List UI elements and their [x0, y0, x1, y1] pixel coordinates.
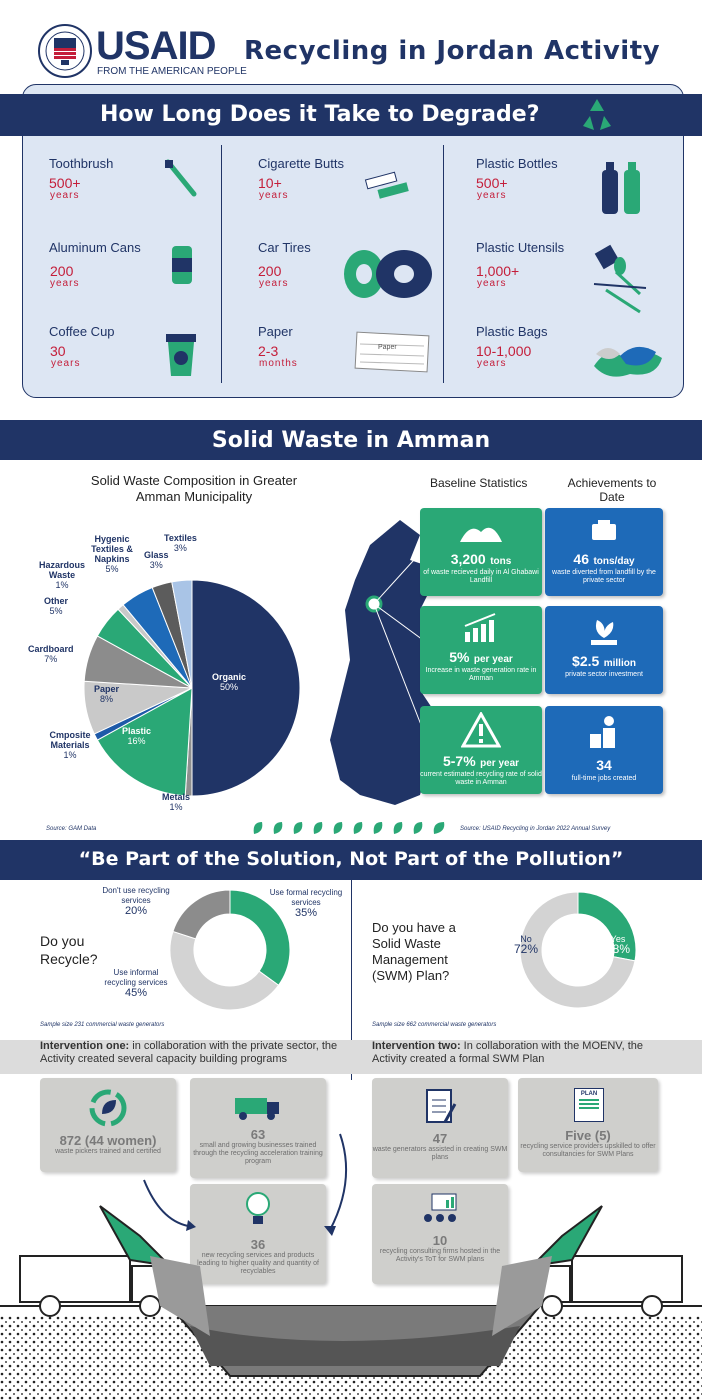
pie-label-organic — [212, 672, 246, 692]
cigarette-butts-icon — [362, 168, 414, 202]
swm-card-2 — [518, 1078, 658, 1172]
item-value: 10+ — [258, 175, 282, 191]
card-text: waste diverted from landfill by the private sector — [552, 569, 656, 584]
card-value: 63 — [250, 1127, 266, 1142]
item-unit: years — [477, 190, 507, 201]
plan-icon — [574, 1088, 604, 1122]
source-right: Source: USAID Recycling in Jordan 2022 Annual Survey — [460, 826, 611, 832]
intervention-one-text: in collaboration with the private sector, the Activity created several capacity building programs — [40, 1040, 338, 1065]
donut-label-value: 45% — [124, 987, 148, 999]
pie-label-name: Plastic — [122, 726, 152, 736]
item-unit: years — [477, 358, 507, 369]
pie-label-name: Cmposite Materials — [49, 730, 91, 750]
plastic-utensils-icon — [590, 242, 650, 314]
plastic-bottles-icon — [596, 158, 644, 216]
slice-don-t-use-recycling-services — [173, 890, 230, 939]
item-value: 10-1,000 — [476, 343, 532, 359]
item-value: 200 — [258, 263, 282, 279]
sample-note-2: Sample size 662 commercial waste generators — [372, 1022, 497, 1028]
car-tires-icon — [342, 248, 434, 300]
item-unit: years — [477, 278, 507, 289]
warning-icon — [461, 712, 501, 748]
item-unit: years — [259, 190, 289, 201]
pie-label-name: Paper — [94, 684, 120, 694]
pie-label-name: Organic — [212, 672, 247, 682]
waste-title: Solid Waste in Amman — [211, 428, 491, 453]
item-value: 2-3 — [258, 343, 279, 359]
item-name: Plastic Utensils — [476, 240, 565, 255]
pie-label-value: 1% — [55, 580, 69, 590]
item-name: Cigarette Butts — [258, 156, 344, 171]
card-value: 10 — [432, 1233, 448, 1248]
degrade-title: How Long Does it Take to Degrade? — [100, 102, 540, 127]
pie-label-name: Hygenic Textiles & Napkins — [91, 534, 133, 564]
pie-label-value: 8% — [100, 694, 114, 704]
recycle-question: Do you Recycle? — [40, 933, 98, 967]
swm-card-1 — [372, 1078, 508, 1178]
pie-label-value: 7% — [44, 654, 58, 664]
pie-label-other — [44, 596, 68, 616]
card-unit: tons/day — [593, 556, 635, 567]
card-value: 5% — [449, 649, 470, 665]
pie-label-name: Glass — [144, 550, 169, 560]
item-unit: months — [259, 358, 298, 369]
item-name: Plastic Bags — [476, 324, 548, 339]
pie-label-name: Textiles — [164, 533, 197, 543]
pie-label-name: Other — [44, 596, 69, 606]
achievements-heading: Achievements to Date — [567, 476, 657, 504]
paper-icon-label: Paper — [378, 344, 397, 351]
card-text: of waste recieved daily in Al Ghabawi Landfill — [423, 569, 539, 584]
item-value: 1,000+ — [476, 263, 520, 279]
pie-label-name: Hazardous Waste — [38, 560, 85, 580]
pie-label-value: 1% — [63, 750, 77, 760]
donut-label-dont — [98, 886, 174, 917]
achievement-card-1 — [545, 508, 663, 596]
item-name: Aluminum Cans — [49, 240, 141, 255]
solution-title: “Be Part of the Solution, Not Part of the Pollution” — [78, 848, 624, 870]
baseline-card-3 — [420, 706, 542, 794]
item-unit: years — [51, 358, 81, 369]
card-value: 47 — [432, 1131, 448, 1146]
card-text: full-time jobs created — [571, 775, 637, 782]
pie-label-paper — [94, 684, 119, 704]
item-name: Toothbrush — [49, 156, 114, 171]
landfill-illustration — [0, 1196, 702, 1400]
item-name: Coffee Cup — [49, 324, 115, 339]
card-text: current estimated recycling rate of solid waste in Amman — [420, 771, 542, 786]
achievement-card-2 — [545, 606, 663, 694]
item-name: Paper — [258, 324, 293, 339]
donut-label-formal — [266, 888, 346, 919]
card-unit: million — [603, 658, 636, 669]
donut-label-name: Yes — [610, 934, 626, 944]
pie-label-value: 3% — [149, 560, 163, 570]
card-value: 46 — [573, 551, 589, 567]
card-value: 872 (44 women) — [59, 1133, 157, 1148]
card-text: waste pickers trained and certified — [55, 1148, 161, 1155]
pie-label-value: 50% — [220, 682, 239, 692]
donut-label-informal — [98, 968, 174, 999]
card-text: waste generators assisted in creating SWM plans — [372, 1146, 508, 1161]
garbage-truck-icon — [233, 1090, 283, 1122]
sample-note-1: Sample size 231 commercial waste generators — [40, 1022, 165, 1028]
item-value: 500+ — [476, 175, 508, 191]
item-unit: years — [50, 190, 80, 201]
donut-label-value: 35% — [294, 907, 318, 919]
card-unit: per year — [473, 654, 513, 665]
recycle-icon — [578, 96, 616, 134]
pie-label-textiles — [164, 533, 197, 553]
intervention-two-text: In collaboration with the MOENV, the Activity created a formal SWM Plan — [372, 1040, 644, 1065]
card-value: $2.5 — [572, 653, 600, 669]
pie-label-composite — [40, 730, 100, 760]
usaid-logo-sub: FROM THE AMERICAN PEOPLE — [97, 66, 247, 77]
item-name: Plastic Bottles — [476, 156, 558, 171]
pie-title: Solid Waste Composition in Greater Amman Municipality — [90, 473, 298, 504]
donut-label-name: No — [520, 934, 532, 944]
card-unit: per year — [480, 758, 520, 769]
card-text: small and growing businesses trained through the recycling acceleration training program — [193, 1142, 323, 1165]
card-value: 36 — [250, 1237, 266, 1252]
achievement-card-3 — [545, 706, 663, 794]
card-text: recycling consulting firms hosted in the Activity's ToT for SWM plans — [379, 1248, 501, 1263]
card-value: 5-7% — [442, 753, 476, 769]
pie-label-plastic — [122, 726, 151, 746]
donut-label-value: 28% — [606, 942, 631, 956]
item-value: 500+ — [49, 175, 81, 191]
pie-label-value: 5% — [105, 564, 119, 574]
pie-label-value: 5% — [49, 606, 63, 616]
pie-label-name: Cardboard — [28, 644, 74, 654]
card-text: Increase in waste generation rate in Amman — [425, 667, 537, 682]
card-text: private sector investment — [565, 671, 643, 678]
usaid-logo: USAID — [96, 24, 216, 68]
toothbrush-icon — [162, 158, 202, 198]
pie-label-name: Metals — [162, 792, 191, 802]
clipboard-icon — [423, 1086, 457, 1126]
intervention-one-label: Intervention one: — [40, 1040, 130, 1052]
truck-icon — [589, 516, 619, 546]
page-title: Recycling in Jordan Activity — [244, 36, 661, 66]
donut-label-value: 72% — [514, 942, 539, 956]
baseline-card-1 — [420, 508, 542, 596]
card-value: 34 — [596, 757, 612, 773]
intervention-one — [40, 1040, 344, 1066]
divider-1 — [221, 145, 222, 383]
item-value: 200 — [50, 263, 74, 279]
pie-label-cardboard — [28, 644, 74, 664]
card-unit: tons — [490, 556, 512, 567]
intervention-two — [372, 1040, 662, 1066]
aluminum-can-icon — [170, 244, 194, 286]
item-unit: years — [259, 278, 289, 289]
donut-label-yes — [606, 934, 630, 955]
donut-label-name: Use formal recycling services — [269, 888, 343, 907]
card-text: new recycling services and products leading to higher quality and quantity of recyclables — [197, 1252, 319, 1275]
pie-label-metals — [162, 792, 190, 812]
source-left: Source: GAM Data — [46, 826, 97, 832]
paper-icon — [352, 330, 432, 374]
card-value: Five (5) — [565, 1128, 611, 1143]
plan-icon-text: PLAN — [580, 1091, 598, 1097]
intervention-two-label: Intervention two: — [372, 1040, 461, 1052]
investment-plant-icon — [587, 614, 621, 648]
plastic-bags-icon — [590, 336, 666, 382]
baseline-card-2 — [420, 606, 542, 694]
donut-label-no — [514, 934, 538, 955]
item-unit: years — [50, 278, 80, 289]
donut-label-name: Don't use recycling services — [102, 886, 170, 905]
baseline-heading: Baseline Statistics — [430, 476, 528, 490]
item-name: Car Tires — [258, 240, 311, 255]
pie-label-glass — [144, 550, 169, 570]
donut-label-value: 20% — [124, 905, 148, 917]
coffee-cup-icon — [164, 332, 198, 378]
growth-chart-icon — [461, 612, 501, 644]
worker-icon — [587, 714, 621, 752]
pie-label-value: 16% — [127, 736, 146, 746]
pie-label-hygenic — [82, 534, 142, 574]
pie-label-value: 3% — [173, 543, 187, 553]
usaid-seal — [38, 24, 92, 78]
card-value: 3,200 — [450, 551, 486, 567]
leaf-row-icon — [250, 820, 450, 836]
item-value: 30 — [50, 343, 66, 359]
landfill-icon — [456, 514, 506, 546]
divider-2 — [443, 145, 444, 383]
swm-question: Do you have a Solid Waste Management (SWM) Plan? — [372, 920, 456, 983]
card-text: recycling service providers upskilled to offer consultancies for SWM Plans — [520, 1143, 656, 1158]
recycle-leaf-icon — [88, 1088, 128, 1128]
donut-label-name: Use informal recycling services — [104, 968, 168, 987]
pie-label-value: 1% — [169, 802, 183, 812]
